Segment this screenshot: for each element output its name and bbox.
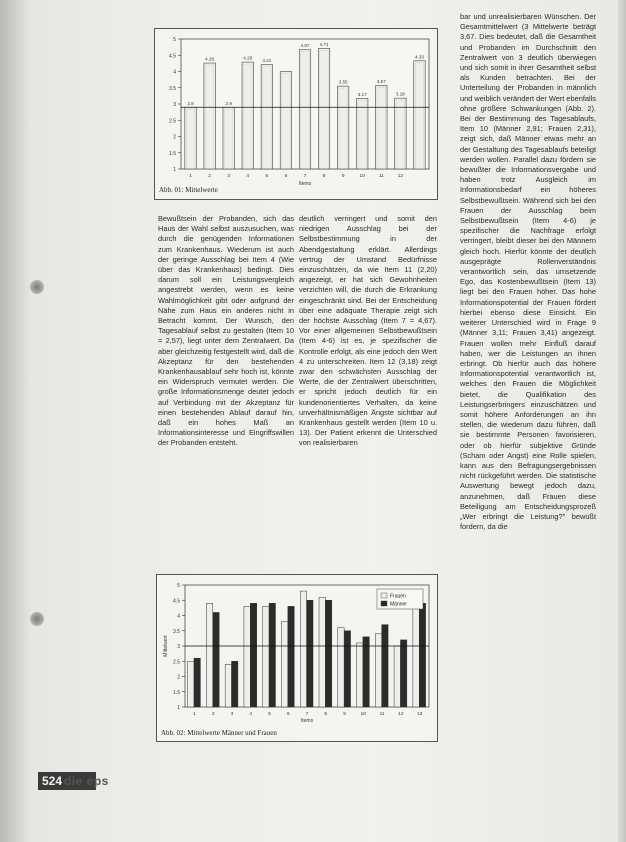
bar-maenner [232, 661, 238, 707]
y-tick-label: 1.5 [169, 150, 176, 157]
bar-maenner [250, 603, 256, 707]
x-tick-label: 6 [286, 712, 290, 717]
bar-maenner [288, 606, 294, 707]
column-1-text: Bewußtsein der Probanden, sich das Haus der Wahl selbst auszusuchen, was durch die genügenden Informationen zum Krankenhaus. Wiederum ist auch der geringe Ausschlag bei Item 4 (Wie über das Krankenhaus) bedingt. Dies darum soll ein Leistungsvergleich angestrebt werden, wenn es keine Wahlmöglichkeit gibt oder aufgrund der Nähe zum Haus ein anderes nicht in Betracht kommt. Der Wunsch, den Tagesablauf selbst zu gestalten (Item 10 = 2,57), liegt unter dem Zentralwert. Da aber gleichzeitig festgestellt wird, daß die Akzeptanz für den bestehenden Krankenhausablauf sehr hoch ist, könnte ein Widerspruch vermutet werden. Die große Informationsmenge deutet jedoch auf Verbindung mit der Akzeptanz für einen bestehenden Ablauf darauf hin, daß ein hohes Maß an Informationsinteresse und Eingriffswillen der Probanden entsteht. [158, 214, 294, 448]
x-tick-label: 4 [249, 712, 253, 717]
data-label: 2.9 [225, 100, 232, 106]
y-tick-label: 5 [173, 37, 176, 43]
punch-hole [30, 612, 44, 626]
x-tick-label: 5 [268, 712, 271, 717]
legend-swatch [381, 593, 387, 598]
bar [318, 48, 329, 169]
x-tick-label: 11 [378, 174, 384, 179]
column-2-text: deutlich verringert und somit den niedrigen Ausschlag bei der Selbstbestimmung in der Abendgestaltung erklärt. Allerdings vertrug der Umstand Bedürfnisse einzuschätzen, da wie Item 11 (2,20) angezeigt, er hat sich Gewohnheiten verzichten will, die durch die Erkrankung eingeschränkt sind. Bei der Entscheidung über eine adäquate Therapie zeigt sich der höchste Ausschlag (Item 7 = 4,67). Vor einer allgemeinen Selbstbewußtsein (Item 4-6) ist es, je spezifischer die Kontrolle erfolgt, als eine jedoch den Wert 4 zu unterschreiten. Item 12 (3,18) zeigt zwar den schwächsten Ausschlag der Werte, die der Zentralwert überschritten, er spricht jedoch deutlich für ein kundenorientiertes Verhalten, da keine unverhältnismäßigen Ängste sichtbar auf Krankenhaus gestellt werden (Item 10 u. 13). Der Patient erkennt die Unterschied von realisierbaren [299, 214, 437, 448]
y-tick-label: 2 [173, 134, 176, 141]
y-tick-label: 5 [177, 583, 180, 589]
data-label: 4.29 [243, 55, 253, 61]
x-tick-label: 10 [360, 712, 366, 717]
bar [357, 98, 368, 169]
bar-maenner [382, 625, 388, 707]
chart-2-caption: Abb. 02: Mittelwerte Männer und Frauen [161, 729, 277, 737]
chart-2-box [156, 574, 438, 742]
x-tick-label: 5 [265, 174, 269, 179]
y-tick-label: 3.5 [173, 628, 180, 635]
bar-frauen [357, 643, 363, 707]
bar-frauen [263, 606, 269, 707]
y-tick-label: 2.5 [173, 659, 180, 666]
legend-entry: Männer [390, 601, 407, 608]
bar-maenner [363, 637, 369, 707]
chart-1-caption: Abb. 01: Mittelwerte [159, 186, 218, 194]
data-label: 4.67 [300, 43, 310, 49]
chart-1-box [154, 28, 438, 200]
bar-frauen [319, 597, 325, 707]
bar-maenner [307, 600, 313, 707]
y-tick-label: 4 [177, 613, 180, 620]
bar-frauen [244, 606, 250, 707]
data-label: 3.18 [395, 91, 405, 97]
text-column-2 [299, 214, 437, 554]
bar-maenner [213, 612, 219, 707]
bar-frauen [394, 646, 400, 707]
x-axis-label: Items [298, 181, 312, 187]
page-number-text: 524 [42, 774, 63, 788]
data-label: 3.55 [338, 79, 348, 85]
y-tick-label: 2 [177, 674, 180, 681]
x-tick-label: 3 [227, 174, 231, 179]
y-tick-label: 4 [173, 69, 176, 76]
chart-2 [157, 575, 437, 741]
data-label: 4.21 [262, 58, 272, 64]
x-tick-label: 7 [303, 174, 307, 179]
y-tick-label: 3.5 [169, 85, 176, 92]
bar-maenner [400, 640, 406, 707]
x-axis-label: Items [300, 718, 314, 724]
bar-frauen [300, 591, 306, 707]
punch-hole [30, 280, 44, 294]
x-tick-label: 9 [343, 712, 346, 717]
bar [414, 61, 425, 169]
bar-frauen [338, 628, 344, 707]
x-tick-label: 13 [416, 712, 423, 717]
data-label: 2.9 [187, 100, 194, 106]
x-tick-label: 8 [322, 174, 326, 179]
data-label: 4.26 [205, 56, 215, 62]
binding-shadow [0, 0, 30, 842]
x-tick-label: 6 [284, 174, 288, 179]
bar-maenner [344, 631, 350, 707]
data-label: 4.33 [414, 54, 424, 60]
y-tick-label: 1 [173, 167, 176, 173]
x-tick-label: 8 [324, 712, 328, 717]
bar [223, 107, 234, 169]
bar-frauen [225, 664, 231, 707]
bar-frauen [281, 622, 287, 707]
bar [242, 62, 253, 169]
bar [185, 107, 196, 169]
legend-entry: Frauen [390, 593, 406, 600]
y-tick-label: 4.5 [169, 53, 176, 60]
column-3-text: bar und unrealisierbaren Wünschen. Der Gesamtmittelwert (3 Mittelwerte beträgt 3,67. Dies bedeutet, daß die Gesamtheit und Probanden im Durchschnitt den Zentralwert von 3 deutlich überwiegen und sich somit in ihrer Gesamtheit selbst als Kunden betrachten. Bei der Unterteilung der Probanden in männlich und weiblich verändert der Wert ebenfalls ohne größere Schwankungen (Abb. 2). Bei der Bestimmung des Tagesablaufs, Item 10 (Männer 2,91; Frauen 2,31), zeigt sich, daß Männer etwas mehr an der Gestaltung des Tagesablaufs beteiligt werden wollen. Parallel dazu fördern sie bewußter die Informationsvergabe und haben trotz Ausgleich im Informationsbedarf ein höheres Selbstbewußtsein. Während sich bei den Frauen der Ausschlag beim Selbstbewußtsein (Item 4-6) je spezifischer die Nachfrage erfolgt verringert, bleibt dieser bei den Männern gleich hoch. Hierfür könnte der deutlich ausgeprägte Rollenverständnis verantwortlich sein, das umsetzende Ego, das Kostenbewußtsein (Item 13) liegt bei den Frauen höher. Das hohe Informationspotential der Frauen fördert hierbei ebenso diese Einsicht. Ein weiterer Unterschied wird in Frage 9 (Männer 3,11; Frauen 3,41) angezeigt. Frauen wollen mehr Einfluß darauf haben, wer die Leistungen an ihnen erbringt. Ob hierfür auch das höhere Informationspotential verantwortlich ist, welches den Frauen die Möglichkeit bietet, die Qualifikation des Leistungserbringers einzuschätzen und somit höhere Anforderungen an ihn stellen, die wiederum dazu führen, daß sie bestimmte Personen favorisieren, oder ob hierfür subjektive Gründe (Scham oder Angst) eine Rolle spielen, kann aus den Befragungsergebnissen nicht rückgeführt werden. Die statistische Auswertung bewegt jedoch dazu, anzunehmen, daß Frauen diese Beteiligung am Entscheidungsprozeß „Wer erbringt die Leistung?" bewußt fordern, da die [460, 12, 596, 532]
x-tick-label: 4 [246, 174, 250, 179]
x-tick-label: 2 [208, 174, 211, 179]
bar [376, 85, 387, 169]
x-tick-label: 9 [341, 174, 345, 179]
text-column-1 [158, 214, 294, 564]
y-tick-label: 4.5 [173, 598, 180, 605]
bar-maenner [419, 603, 425, 707]
text-column-3 [460, 12, 596, 838]
x-tick-label: 2 [211, 712, 215, 717]
bar-maenner [325, 600, 331, 707]
y-tick-label: 2.5 [169, 118, 176, 125]
bar-maenner [194, 658, 200, 707]
x-tick-label: 7 [305, 712, 309, 717]
bar [337, 86, 348, 169]
chart-1 [155, 29, 437, 199]
data-label: 3.57 [376, 78, 386, 84]
x-tick-label: 1 [189, 174, 192, 179]
bar-frauen [413, 606, 419, 707]
x-tick-label: 12 [398, 712, 404, 717]
y-axis-label: Mittelwert [163, 635, 169, 657]
bar-maenner [269, 603, 275, 707]
bar [299, 50, 310, 169]
x-tick-label: 3 [230, 712, 234, 717]
bar-frauen [206, 603, 212, 707]
y-tick-label: 1 [177, 705, 180, 711]
footer-journal-name: die eps [64, 774, 109, 788]
x-tick-label: 12 [397, 174, 404, 179]
y-tick-label: 3 [173, 102, 176, 108]
x-tick-label: 1 [193, 712, 196, 717]
bar [280, 72, 291, 170]
y-tick-label: 3 [177, 644, 180, 650]
data-label: 4.71 [319, 41, 329, 47]
bar [204, 63, 215, 169]
y-tick-label: 1.5 [173, 689, 180, 696]
data-label: 3.17 [357, 91, 367, 97]
bar [395, 98, 406, 169]
bar-frauen [375, 634, 381, 707]
bar-frauen [188, 661, 194, 707]
x-tick-label: 10 [359, 174, 365, 179]
x-tick-label: 11 [379, 712, 385, 717]
bar [261, 65, 272, 169]
page-edge [618, 0, 626, 842]
legend-swatch [381, 601, 387, 606]
